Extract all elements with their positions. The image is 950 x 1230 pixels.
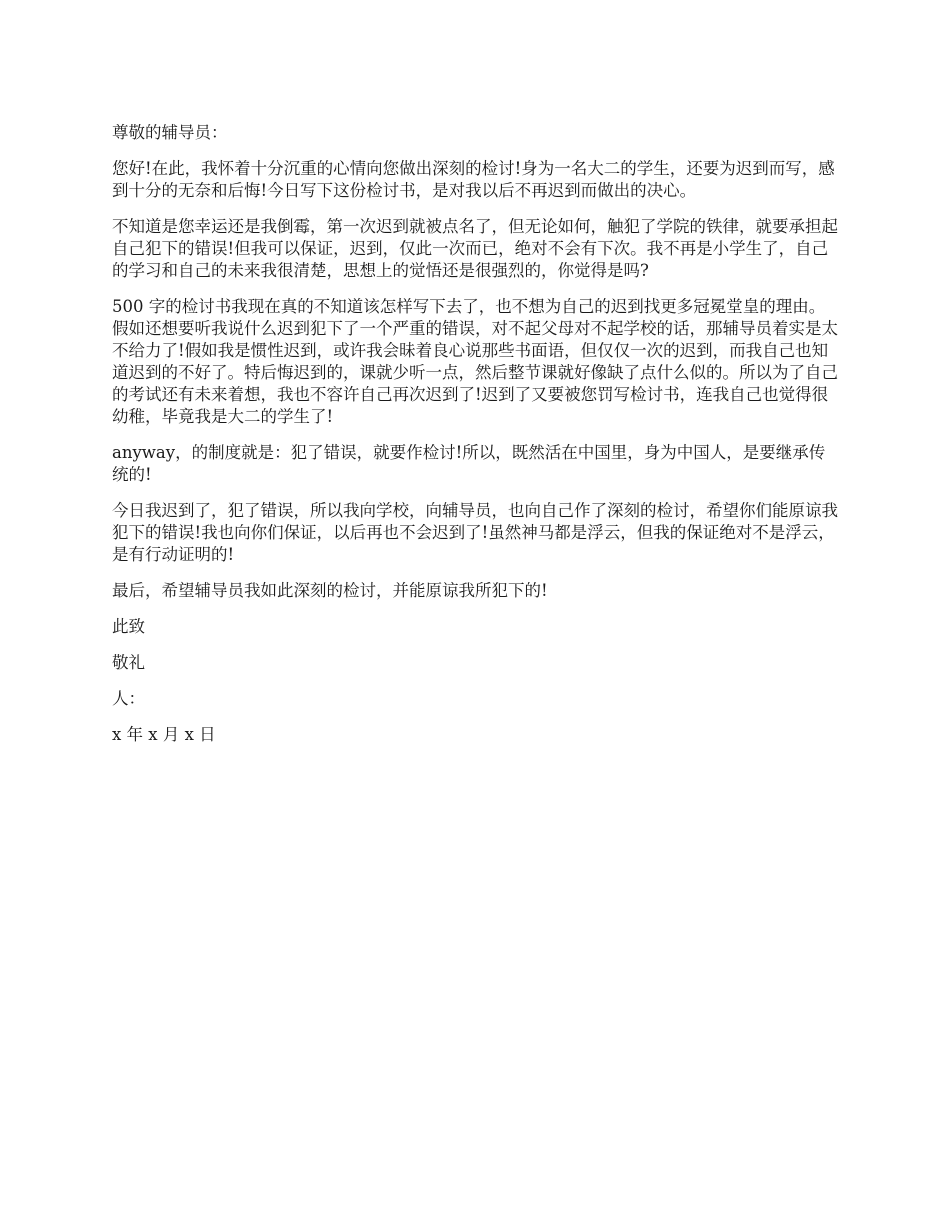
- paragraph-5: 今日我迟到了，犯了错误，所以我向学校，向辅导员，也向自己作了深刻的检讨，希望你们能原谅我犯下的错误!我也向你们保证，以后再也不会迟到了!虽然神马都是浮云，但我的保证绝对不是浮云，是有行动证明的!: [112, 501, 838, 564]
- closing-salute: 敬礼: [112, 653, 145, 672]
- salutation: 尊敬的辅导员：: [112, 123, 228, 142]
- letter-body: [112, 122, 840, 760]
- paragraph-4: anyway，的制度就是：犯了错误，就要作检讨!所以，既然活在中国里，身为中国人，是要继承传统的!: [112, 443, 826, 484]
- paragraph-6: 最后，希望辅导员我如此深刻的检讨，并能原谅我所犯下的!: [112, 581, 548, 600]
- signature-line: 人：: [112, 689, 145, 708]
- date-line: x 年 x 月 x 日: [112, 725, 216, 744]
- paragraph-2: 不知道是您幸运还是我倒霉，第一次迟到就被点名了，但无论如何，触犯了学院的铁律，就要承担起自己犯下的错误!但我可以保证，迟到，仅此一次而已，绝对不会有下次。我不再是小学生了，自己的学习和自己的未来我很清楚，思想上的觉悟还是很强烈的，你觉得是吗?: [112, 217, 838, 280]
- paragraph-3: 500 字的检讨书我现在真的不知道该怎样写下去了，也不想为自己的迟到找更多冠冕堂皇的理由。假如还想要听我说什么迟到犯下了一个严重的错误，对不起父母对不起学校的话，那辅导员着实是太不给力了!假如我是惯性迟到，或许我会昧着良心说那些书面语，但仅仅一次的迟到，而我自己也知道迟到的不好了。特后悔迟到的，课就少听一点，然后整节课就好像缺了点什么似的。所以为了自己的考试还有未来着想，我也不容许自己再次迟到了!迟到了又要被您罚写检讨书，连我自己也觉得很幼稚，毕竟我是大二的学生了!: [112, 297, 838, 426]
- closing-greeting: 此致: [112, 617, 145, 636]
- paragraph-1: 您好!在此，我怀着十分沉重的心情向您做出深刻的检讨!身为一名大二的学生，还要为迟到而写，感到十分的无奈和后悔!今日写下这份检讨书，是对我以后不再迟到而做出的决心。: [112, 159, 835, 200]
